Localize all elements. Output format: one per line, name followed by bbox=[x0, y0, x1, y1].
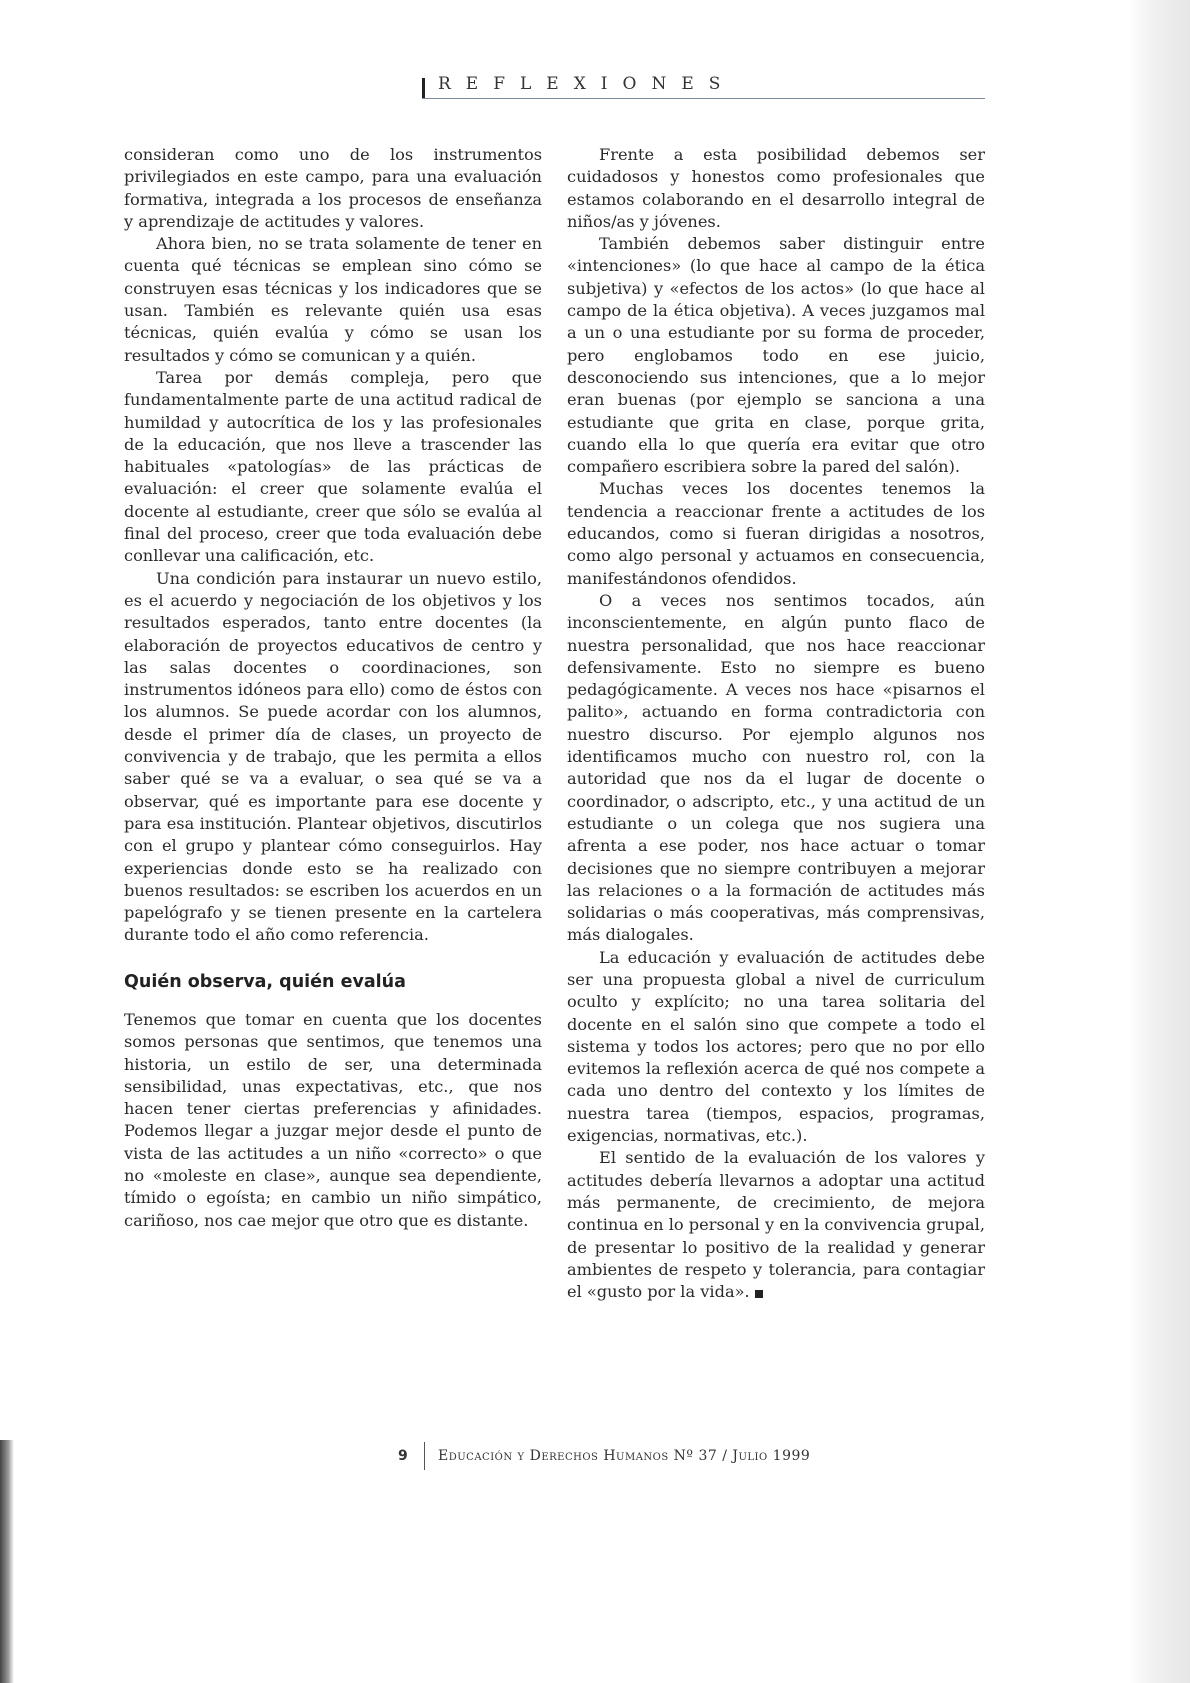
paragraph: Tarea por demás compleja, pero que fundamentalmente parte de una actitud radical de humildad y autocrítica de los y las profesionales de la educación, que nos lleve a trascender las habituales «patologías» de las prácticas de evaluación: el creer que solamente evalúa el docente al estudiante, creer que sólo se evalúa al final del proceso, creer que toda evaluación debe conllevar una calificación, etc. bbox=[124, 367, 542, 566]
footer-divider bbox=[424, 1442, 425, 1470]
binding-shadow bbox=[0, 1440, 14, 1683]
header-rule-mark bbox=[422, 78, 425, 98]
page-number: 9 bbox=[398, 1448, 408, 1464]
paragraph: consideran como uno de los instrumentos privilegiados en este campo, para una evaluación formativa, integrada a los procesos de enseñanza y aprendizaje de actitudes y valores. bbox=[124, 145, 542, 231]
paragraph: Frente a esta posibilidad debemos ser cuidadosos y honestos como profesionales que estamos colaborando en el desarrollo integral de niños/as y jóvenes. bbox=[567, 145, 985, 231]
paragraph: La educación y evaluación de actitudes debe ser una propuesta global a nivel de curriculum oculto y explícito; no una tarea solitaria del docente en el salón sino que compete a todo el sistema y todos los actores; pero que no por ello evitemos la reflexión acerca de qué nos compete a cada uno dentro del contexto y los límites de nuestra tarea (tiempos, espacios, programas, exigencias, normativas, etc.). bbox=[567, 947, 985, 1146]
page-edge-shadow bbox=[1128, 0, 1190, 1683]
end-of-article-mark bbox=[755, 1290, 763, 1298]
paragraph-final bbox=[567, 1147, 985, 1303]
paragraph: También debemos saber distinguir entre «intenciones» (lo que hace al campo de la ética subjetiva) y «efectos de los actos» (lo que hace al campo de la ética objetiva). A veces juzgamos mal a un o una estudiante por su forma de proceder, pero englobamos todo en ese juicio, desconociendo sus intenciones, que a lo mejor eran buenas (por ejemplo se sanciona a una estudiante que grita en clase, porque grita, cuando ella lo que quería era evitar que otro compañero escribiera sobre la pared del salón). bbox=[567, 234, 985, 477]
paragraph: Tenemos que tomar en cuenta que los docentes somos personas que sentimos, que tenemos una historia, un estilo de ser, una determinada sensibilidad, unas expectativas, etc., que nos hacen tener ciertas preferencias y afinidades. Podemos llegar a juzgar mejor desde el punto de vista de las actitudes a un niño «correcto» o que no «moleste en clase», aunque sea dependiente, tímido o egoísta; en cambio un niño simpático, cariñoso, nos cae mejor que otro que es distante. bbox=[124, 1009, 542, 1230]
section-heading: Quién observa, quién evalúa bbox=[124, 971, 406, 992]
left-column bbox=[124, 144, 542, 1232]
right-column bbox=[567, 144, 985, 1303]
paragraph: Ahora bien, no se trata solamente de tener en cuenta qué técnicas se emplean sino cómo se construyen esas técnicas y los indicadores que se usan. También es relevante quién usa esas técnicas, quién evalúa y cómo se usan los resultados y cómo se comunican y a quién. bbox=[124, 234, 542, 365]
running-header bbox=[422, 72, 985, 99]
paragraph: O a veces nos sentimos tocados, aún inconscientemente, en algún punto flaco de nuestra personalidad, que nos hace reaccionar defensivamente. Esto no siempre es bueno pedagógicamente. A veces nos hace «pisarnos el palito», actuando en forma contradictoria con nuestro discurso. Por ejemplo algunos nos identificamos mucho con nuestro rol, con la autoridad que nos da el lugar de docente o coordinador, o adscripto, etc., y una actitud de un estudiante o un colega que nos sugiera una afrenta a ese poder, nos hace actuar o tomar decisiones que no siempre contribuyen a mejorar las relaciones o a la formación de actitudes más solidarias o más cooperativas, más comprensivas, más dialogales. bbox=[567, 590, 985, 945]
paragraph-text: El sentido de la evaluación de los valores y actitudes debería llevarnos a adoptar una actitud más permanente, de crecimiento, de mejora continua en lo personal y en la convivencia grupal, de presentar lo positivo de la realidad y generar ambientes de respeto y tolerancia, para contagiar el «gusto por la vida». bbox=[567, 1148, 985, 1302]
paragraph: Una condición para instaurar un nuevo estilo, es el acuerdo y negociación de los objetivos y los resultados esperados, tanto entre docentes (la elaboración de proyectos educativos de centro y las salas docentes o coordinaciones, son instrumentos idóneos para ello) como de éstos con los alumnos. Se puede acordar con los alumnos, desde el primer día de clases, un proyecto de convivencia y de trabajo, que les permita a ellos saber qué se va a evaluar, o sea qué se va a observar, qué es importante para ese docente y para esa institución. Plantear objetivos, discutirlos con el grupo y plantear cómo conseguirlos. Hay experiencias donde esto se ha realizado con buenos resultados: se escriben los acuerdos en un papelógrafo y se tienen presente en la cartelera durante todo el año como referencia. bbox=[124, 568, 542, 945]
journal-citation: Educación y Derechos Humanos Nº 37 / Julio 1999 bbox=[438, 1448, 811, 1464]
section-title: REFLEXIONES bbox=[438, 74, 736, 94]
paragraph: Muchas veces los docentes tenemos la tendencia a reaccionar frente a actitudes de los educandos, como si fueran dirigidas a nosotros, como algo personal y actuamos en consecuencia, manifestándonos ofendidos. bbox=[567, 479, 985, 588]
